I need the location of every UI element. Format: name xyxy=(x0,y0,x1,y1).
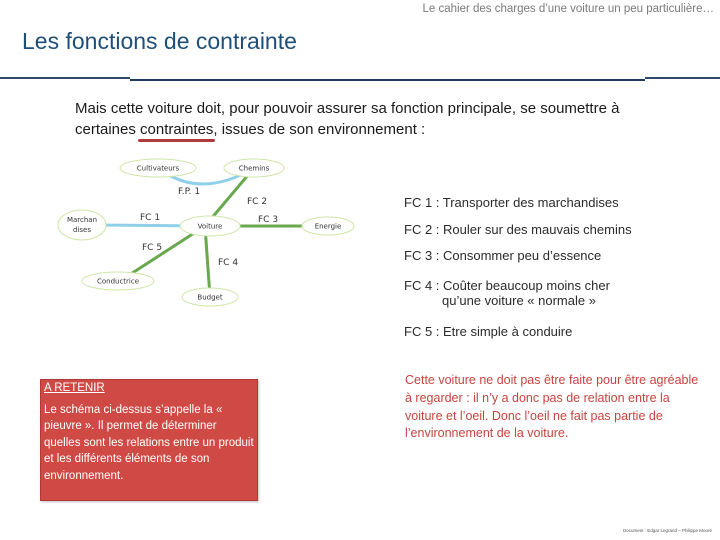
intro-text: Mais cette voiture doit, pour pouvoir assurer sa fonction principale, se soumettre à certaines xyxy=(75,100,620,139)
footer-credit: Document : Edgar Legrand – Philippe Moore xyxy=(622,528,712,533)
intro-highlight: contraintes xyxy=(140,121,214,139)
node-label-cultivateurs: Cultivateurs xyxy=(136,164,180,173)
remark-paragraph: Cette voiture ne doit pas être faite pour être agréable à regarder : il n’y a donc pas de relation entre la voiture et l’oeil. Donc l’oeil ne fait pas partie de l’environnement de la voiture. xyxy=(405,373,699,441)
remember-text: Le schéma ci-dessus s’appelle la « pieuvre ». Il permet de déterminer quelles sont les relations entre un produit et les différents éléments de son environnement. xyxy=(44,404,254,482)
function-item-fc5 xyxy=(404,324,572,339)
function-item-fc3 xyxy=(404,248,601,263)
node-marchandises xyxy=(58,210,106,240)
function-text: FC 1 : Transporter des marchandises xyxy=(404,195,619,210)
diagram-label-fc5: FC 5 xyxy=(142,243,163,253)
node-label-voiture: Voiture xyxy=(197,222,223,231)
diagram-label-fp1: F.P. 1 xyxy=(178,187,201,197)
slide-subtitle: Le cahier des charges d’une voiture un peu particulière… xyxy=(422,3,714,15)
function-text: FC 2 : Rouler sur des mauvais chemins xyxy=(404,222,632,237)
function-text: FC 5 : Etre simple à conduire xyxy=(404,324,573,339)
diagram-label-fc3: FC 3 xyxy=(258,215,279,225)
remember-heading: A RETENIR xyxy=(44,382,105,394)
node-label-marchandises-2: dises xyxy=(73,226,91,234)
diagram-label-fc4: FC 4 xyxy=(218,258,239,268)
slide-title: Les fonctions de contrainte xyxy=(22,28,297,54)
function-text-continued: qu’une voiture « normale » xyxy=(442,293,596,308)
node-label-marchandises-1: Marchan xyxy=(66,216,98,224)
intro-text-end: , issues de son environnement : xyxy=(213,121,426,139)
link-fc4 xyxy=(205,226,210,297)
diagram-label-fc1: FC 1 xyxy=(140,213,161,223)
node-label-conductrice: Conductrice xyxy=(96,277,140,286)
function-item-fc1 xyxy=(404,195,619,210)
function-item-fc4 xyxy=(404,278,610,308)
function-list xyxy=(404,0,704,540)
diagram-label-fc2: FC 2 xyxy=(247,197,268,207)
function-text: FC 4 : Coûter beaucoup moins cher xyxy=(404,278,610,293)
node-label-chemins: Chemins xyxy=(238,164,270,173)
node-label-energie: Energie xyxy=(314,222,342,231)
node-label-budget: Budget xyxy=(197,293,223,302)
function-item-fc2 xyxy=(404,222,632,237)
function-text: FC 3 : Consommer peu d’essence xyxy=(404,248,602,263)
